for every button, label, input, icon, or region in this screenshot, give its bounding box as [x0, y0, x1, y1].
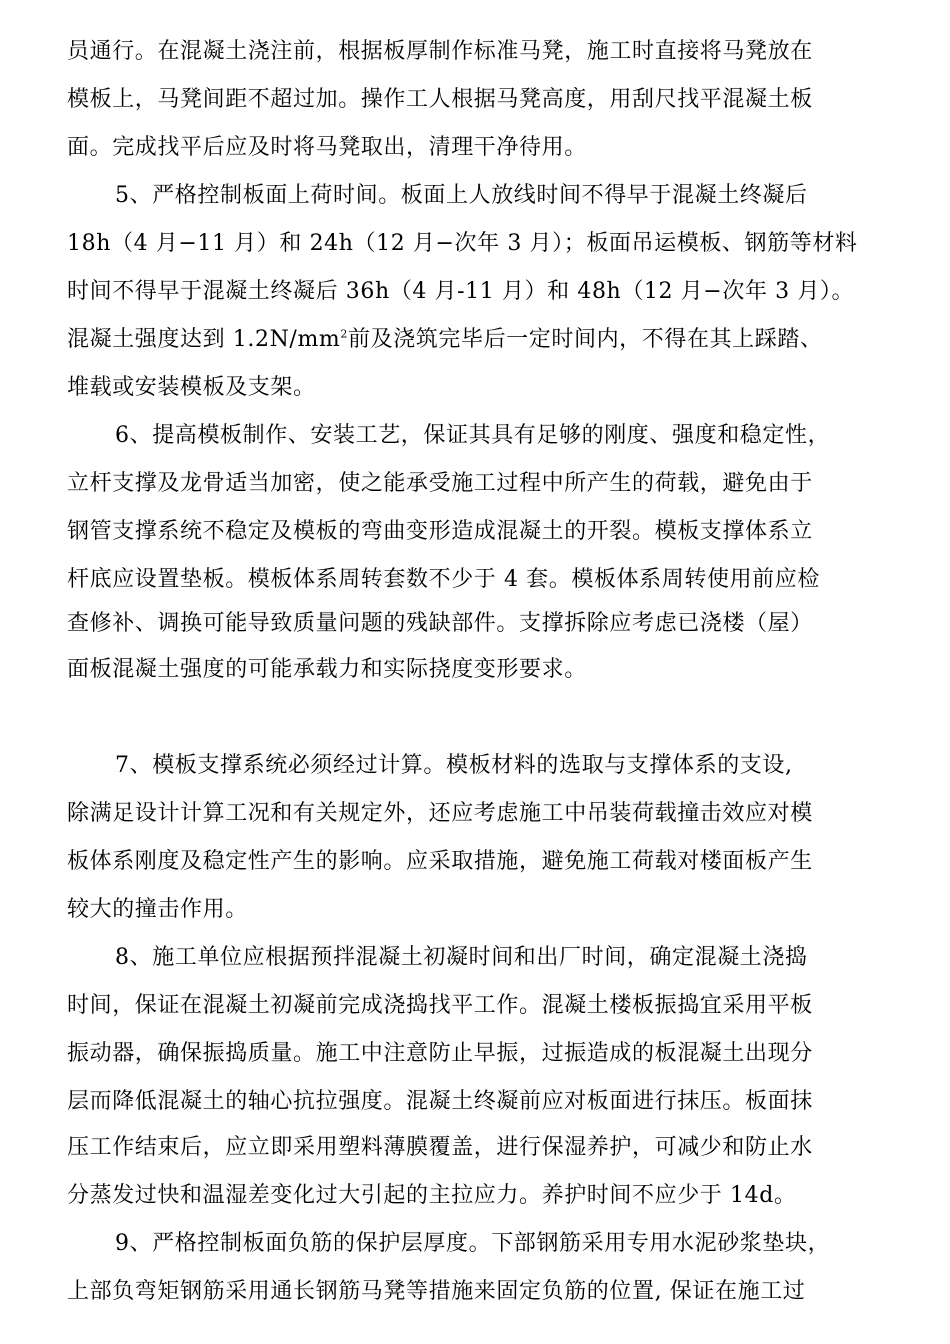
text-line: 压工作结束后，应立即采用塑料薄膜覆盖，进行保湿养护，可减少和防止水 [67, 1135, 813, 1160]
superscript-exponent: 2 [340, 327, 348, 341]
paragraph-8-first-line: 8、施工单位应根据预拌混凝土初凝时间和出厂时间，确定混凝土浇捣 [115, 945, 808, 970]
text-line: 查修补、调换可能导致质量问题的残缺部件。支撑拆除应考虑已浇楼（屋） [67, 611, 813, 636]
paragraph-7-first-line: 7、模板支撑系统必须经过计算。模板材料的选取与支撑体系的支设, [115, 753, 793, 778]
text-line: 较大的撞击作用。 [67, 897, 248, 922]
text-line: 堆载或安装模板及支架。 [67, 375, 316, 400]
text-line: 员通行。在混凝土浇注前，根据板厚制作标准马凳，施工时直接将马凳放在 [67, 39, 813, 64]
text-line: 时间，保证在混凝土初凝前完成浇捣找平工作。混凝土楼板振捣宜采用平板 [67, 993, 813, 1018]
text-segment: 混凝土强度达到 1.2N/mm [67, 327, 341, 352]
text-line: 杆底应设置垫板。模板体系周转套数不少于 4 套。模板体系周转使用前应检 [67, 567, 820, 592]
paragraph-9-first-line: 9、严格控制板面负筋的保护层厚度。下部钢筋采用专用水泥砂浆垫块， [115, 1231, 831, 1256]
text-line: 面。完成找平后应及时将马凳取出，清理干净待用。 [67, 135, 587, 160]
text-line: 钢管支撑系统不稳定及模板的弯曲变形造成混凝土的开裂。模板支撑体系立 [67, 519, 813, 544]
text-segment: 前及浇筑完毕后一定时间内，不得在其上踩踏、 [347, 327, 823, 352]
text-line: 时间不得早于混凝土终凝后 36h（4 月-11 月）和 48h（12 月−次年 3 月）。 [67, 279, 855, 304]
text-line: 上部负弯矩钢筋采用通长钢筋马凳等措施来固定负筋的位置, 保证在施工过 [67, 1279, 806, 1304]
text-line: 分蒸发过快和温湿差变化过大引起的主拉应力。养护时间不应少于 14d。 [67, 1183, 797, 1208]
text-line: 板体系刚度及稳定性产生的影响。应采取措施，避免施工荷载对楼面板产生 [67, 849, 813, 874]
text-line: 18h（4 月−11 月）和 24h（12 月−次年 3 月）；板面吊运模板、钢筋等材料 [67, 231, 858, 256]
text-line-with-superscript [67, 325, 885, 355]
text-line: 面板混凝土强度的可能承载力和实际挠度变形要求。 [67, 657, 587, 682]
paragraph-5-first-line: 5、严格控制板面上荷时间。板面上人放线时间不得早于混凝土终凝后 [115, 183, 808, 208]
text-line: 立杆支撑及龙骨适当加密，使之能承受施工过程中所产生的荷载，避免由于 [67, 471, 813, 496]
text-line: 模板上，马凳间距不超过加。操作工人根据马凳高度，用刮尺找平混凝土板 [67, 87, 813, 112]
text-line: 层而降低混凝土的轴心抗拉强度。混凝土终凝前应对板面进行抹压。板面抹 [67, 1089, 813, 1114]
paragraph-6-first-line: 6、提高模板制作、安装工艺，保证其具有足够的刚度、强度和稳定性， [115, 423, 831, 448]
text-line: 除满足设计计算工况和有关规定外，还应考虑施工中吊装荷载撞击效应对模 [67, 801, 813, 826]
text-line: 振动器，确保振捣质量。施工中注意防止早振，过振造成的板混凝土出现分 [67, 1041, 813, 1066]
